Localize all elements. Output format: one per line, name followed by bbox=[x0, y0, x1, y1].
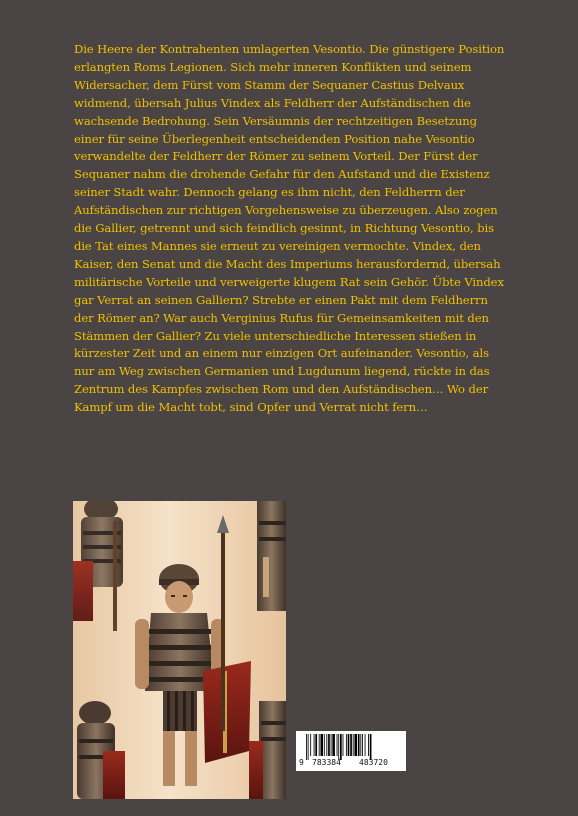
back-cover-blurb: Die Heere der Kontrahenten umlagerten Vesontio. Die günstigere Position erlangten Roms Legionen. Sich mehr inneren Konflikten und seinem Widersacher, dem Fürst vom Stamm der Sequaner Castius Delvaux widmend, übersah Julius Vindex als Feldherr der Aufständischen die wachsende Bedrohung. Sein Versäumnis der rechtzeitigen Besetzung einer für seine Überlegenheit entscheidenden Position nahe Vesontio verwandelte der Feldherr der Römer zu seinem Vorteil. Der Fürst der Sequaner nahm die drohende Gefahr für den Aufstand und die Existenz seiner Stadt wahr. Dennoch gelang es ihm nicht, den Feldherrn der Aufständischen zur richtigen Vorgehensweise zu überzeugen. Also zogen die Gallier, getrennt und sich feindlich gesinnt, in Richtung Vesontio, bis die Tat eines Mannes sie erneut zu vereinigen vermochte. Vindex, den Kaiser, den Senat und die Macht des Imperiums herausfordernd, übersah militärische Vorteile und verweigerte klugem Rat sein Gehör. Übte Vindex gar Verrat an seinen Galliern? Strebte er einen Pakt mit dem Feldherrn der Römer an? War auch Verginius Rufus für Gemeinsamkeiten mit den Stämmen der Gallier? Zu viele unterschiedliche Interessen stießen in kürzester Zeit und an einem nur einzigen Ort aufeinander. Vesontio, als nur am Weg zwischen Germanien und Lugdunum liegend, rückte in das Zentrum des Kampfes zwischen Rom und den Aufständischen… Wo der Kampf um die Macht tobt, sind Opfer und Verrat nicht fern… bbox=[74, 42, 505, 415]
roman-soldiers-photo bbox=[73, 501, 286, 799]
barcode-lead-digit: 9 bbox=[299, 758, 304, 767]
barcode-left-group: 783384 bbox=[312, 758, 341, 767]
isbn-barcode bbox=[296, 731, 406, 771]
soldier-top-right bbox=[257, 501, 286, 611]
soldier-center bbox=[135, 515, 251, 786]
soldier-bottom-right bbox=[249, 701, 286, 799]
soldier-bottom-left bbox=[77, 701, 125, 799]
soldier-top-left bbox=[73, 501, 123, 631]
barcode-right-group: 483720 bbox=[359, 758, 388, 767]
barcode-bars bbox=[306, 734, 398, 760]
